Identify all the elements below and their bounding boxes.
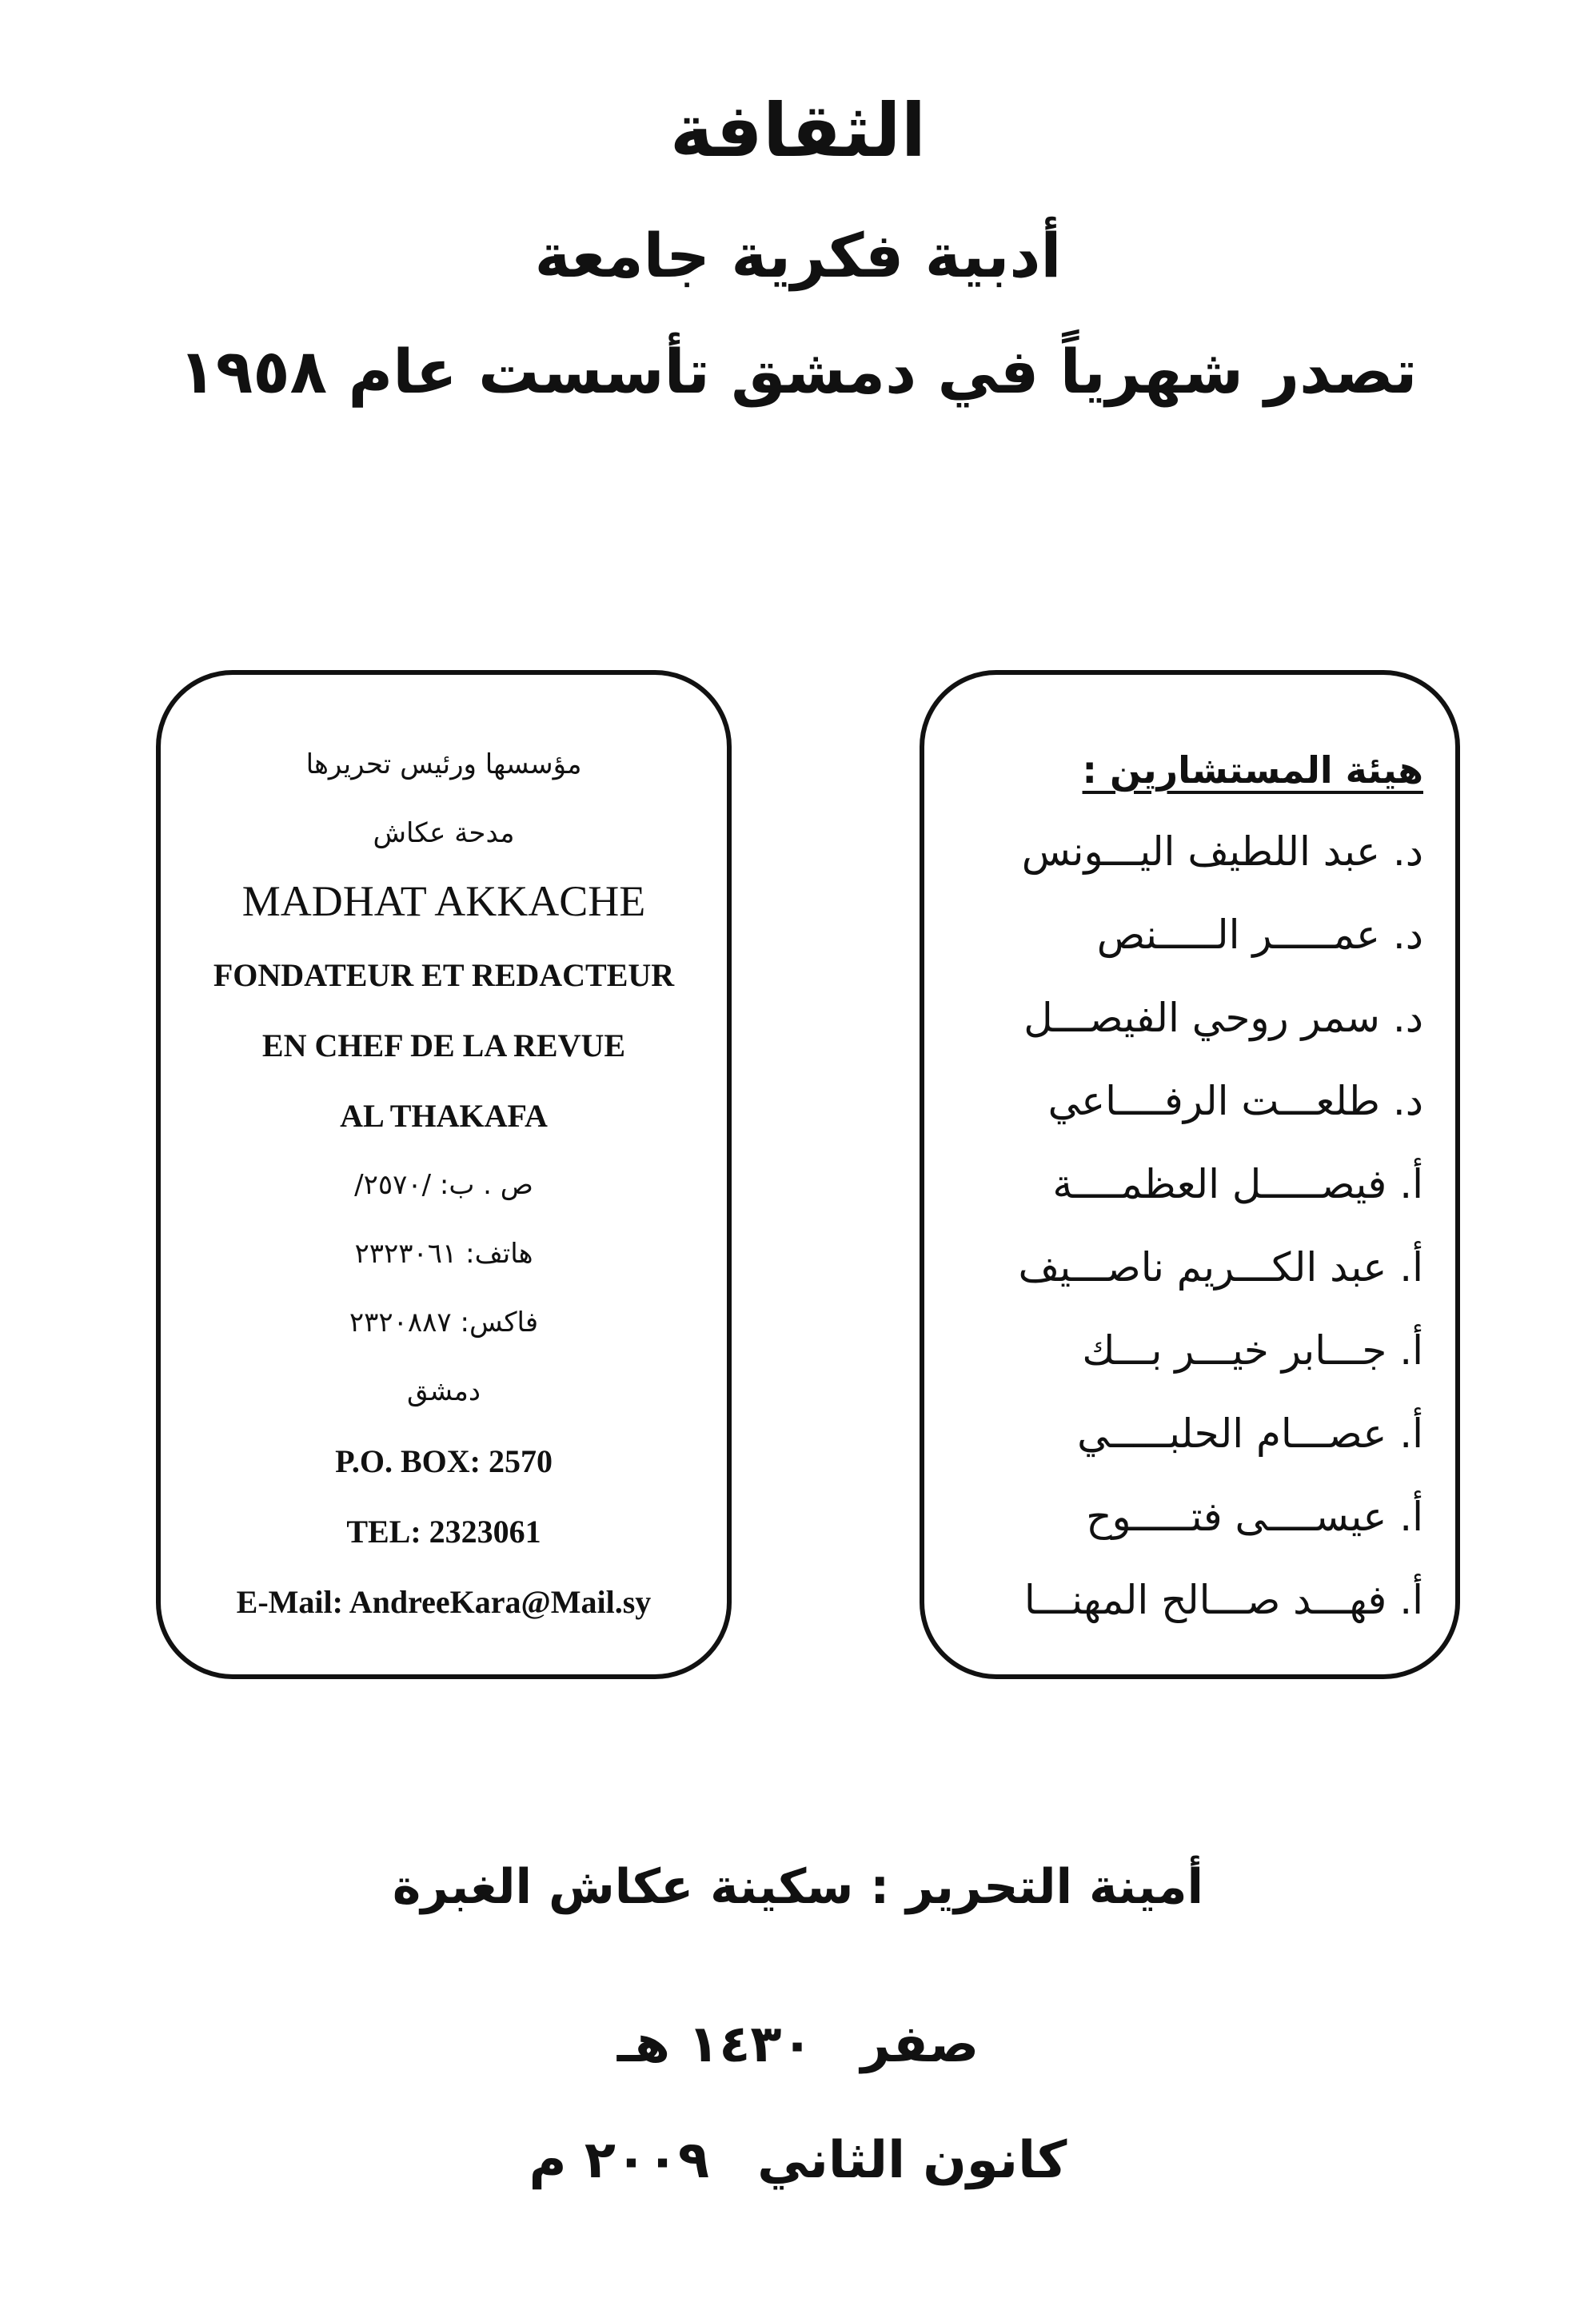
hijri-year: ١٤٣٠ هـ xyxy=(616,2015,813,2074)
founder-name-ar: مدحة عكاش xyxy=(373,817,515,849)
city-ar: دمشق xyxy=(406,1375,481,1407)
phone-ar: هاتف: ٢٣٢٣٠٦١ xyxy=(354,1238,533,1270)
board-member: أ. عيســــى فتـــــوح xyxy=(1086,1494,1423,1540)
advisory-board-box xyxy=(920,670,1460,1679)
founder-name-lat: MADHAT AKKACHE xyxy=(241,877,646,925)
gregorian-date xyxy=(0,2131,1596,2190)
founder-role-ar: مؤسسها ورئيس تحريرها xyxy=(305,748,582,780)
board-member: د. عبد اللطيف اليـــونس xyxy=(1021,828,1423,875)
gregorian-year: ٢٠٠٩ م xyxy=(529,2131,710,2190)
board-member: أ. فيصـــــل العظمــــة xyxy=(1052,1161,1423,1207)
board-member: أ. عبد الكـــريم ناصـــيف xyxy=(1018,1244,1423,1291)
pobox-lat: P.O. BOX: 2570 xyxy=(335,1443,553,1479)
tel-lat: TEL: 2323061 xyxy=(346,1514,541,1550)
founder-info-box xyxy=(156,670,732,1679)
hijri-date xyxy=(0,2015,1596,2074)
fax-ar: فاكس: ٢٣٢٠٨٨٧ xyxy=(349,1307,539,1339)
email-lat: E-Mail: AndreeKara@Mail.sy xyxy=(236,1584,652,1620)
founding-line: تصدر شهرياً في دمشق تأسست عام ١٩٥٨ xyxy=(178,336,1418,407)
board-member: د. عمـــــر الـــــنص xyxy=(1096,912,1423,958)
founder-role-lat-2: EN CHEF DE LA REVUE xyxy=(261,1027,626,1063)
magazine-title: الثقافة xyxy=(669,88,927,174)
magazine-subtitle: أدبية فكرية جامعة xyxy=(534,220,1062,291)
gregorian-month: كانون الثاني xyxy=(757,2131,1067,2190)
board-member: د. طلعـــت الرفــــاعي xyxy=(1047,1078,1423,1124)
editor-secretary-line: أمينة التحرير : سكينة عكاش الغبرة xyxy=(392,1859,1204,1915)
founder-role-lat-1: FONDATEUR ET REDACTEUR xyxy=(213,957,675,993)
board-member: أ. جـــابر خيـــر بـــك xyxy=(1082,1327,1423,1374)
board-member: د. سمر روحي الفيصـــل xyxy=(1023,995,1423,1041)
hijri-month: صفر xyxy=(860,2015,980,2074)
magazine-name-lat: AL THAKAFA xyxy=(340,1098,548,1134)
board-member: أ. فهـــد صـــالح المهنـــا xyxy=(1023,1577,1423,1623)
pobox-ar: ص . ب: /٢٥٧٠/ xyxy=(354,1169,533,1201)
advisory-board-heading: هيئة المستشارين : xyxy=(1082,748,1423,792)
board-member: أ. عصـــام الحلبـــــي xyxy=(1077,1410,1423,1457)
